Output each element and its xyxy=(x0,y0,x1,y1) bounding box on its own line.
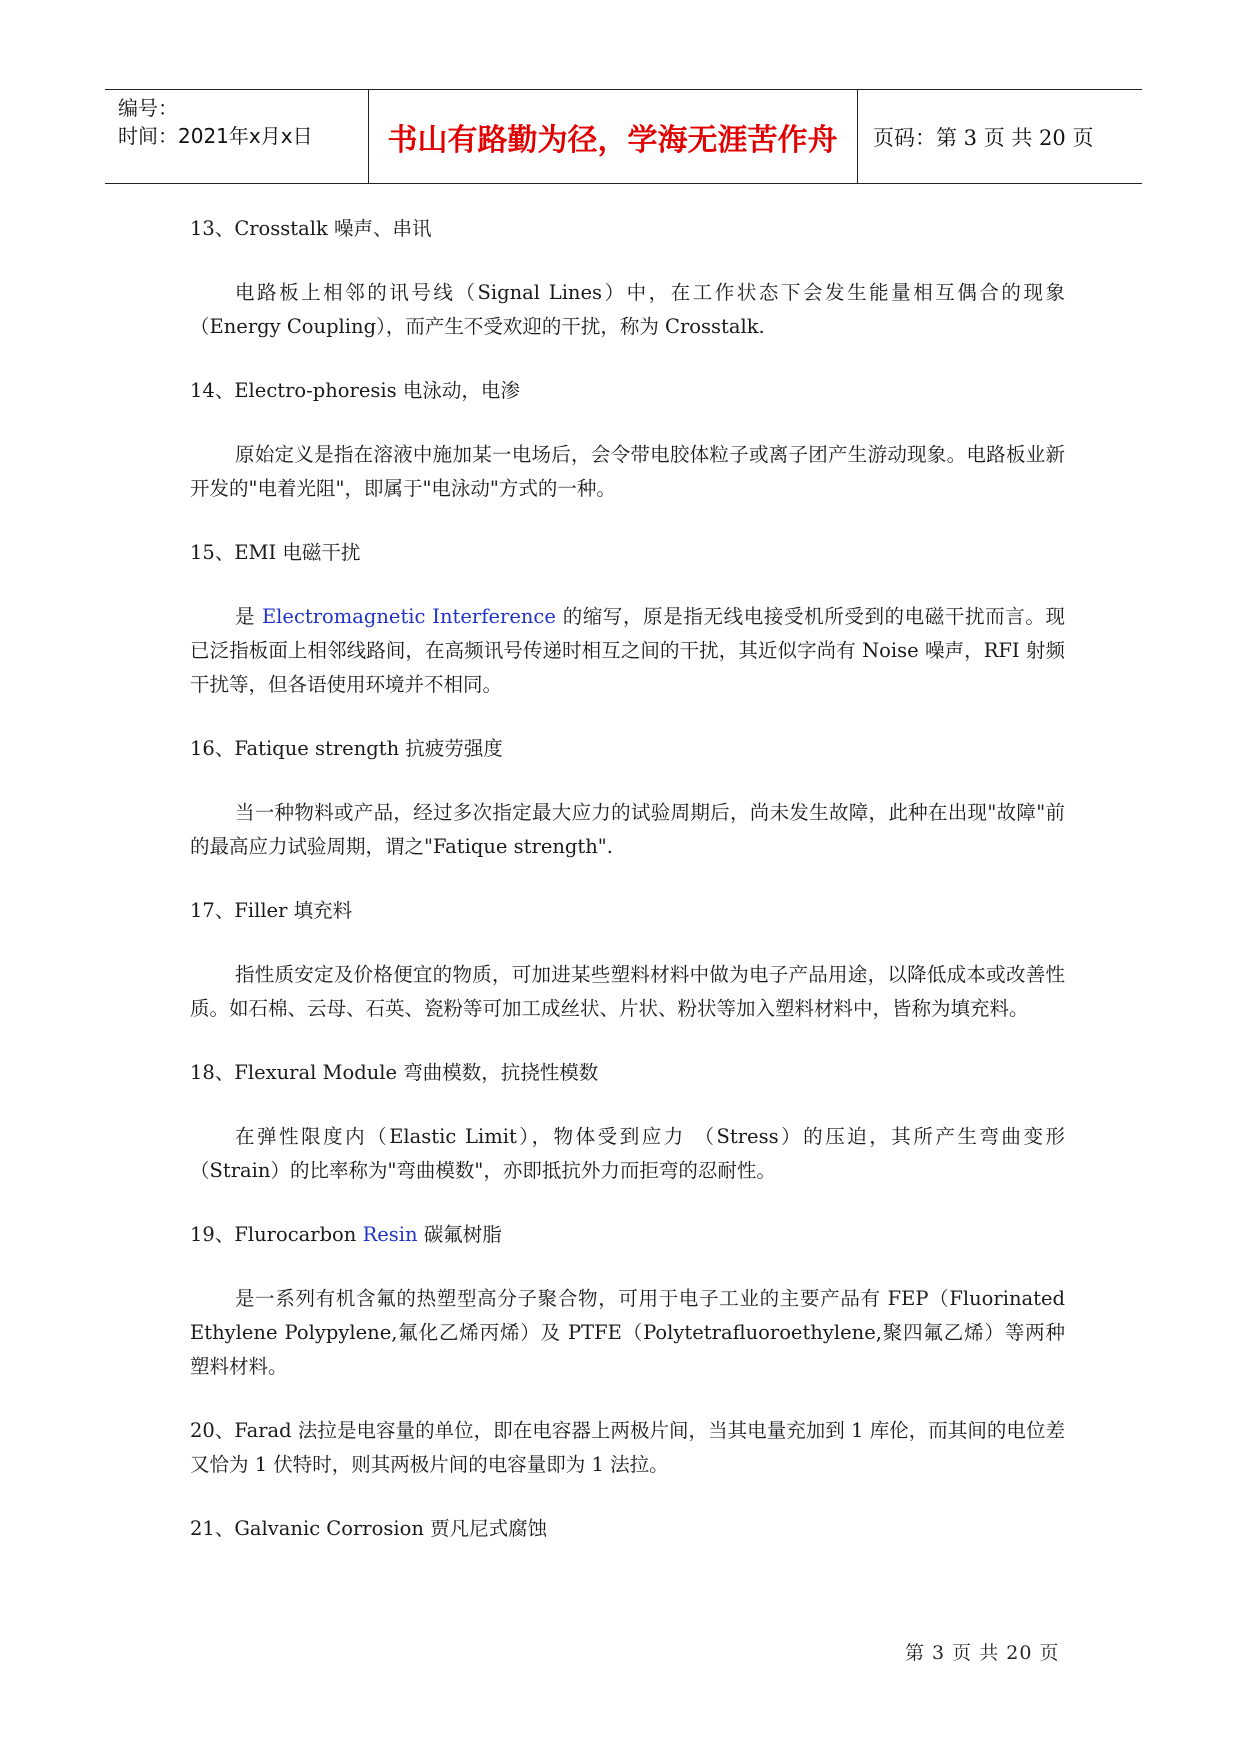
entry-15-body-prefix: 是 xyxy=(235,605,262,628)
entry-15-link[interactable]: Electromagnetic Interference xyxy=(261,605,556,628)
entry-17-body: 指性质安定及价格便宜的物质，可加进某些塑料材料中做为电子产品用途，以降低成本或改善性质。如石棉、云母、石英、瓷粉等可加工成丝状、片状、粉状等加入塑料材料中，皆称为填充料。 xyxy=(190,963,1065,1020)
entry-15-heading: 15、EMI 电磁干扰 xyxy=(190,541,361,564)
header-time-label: 时间：2021年x月x日 xyxy=(118,124,313,148)
document-body xyxy=(190,212,1065,1576)
entry-19-heading-suffix: 碳氟树脂 xyxy=(417,1223,502,1246)
entry-13-heading: 13、Crosstalk 噪声、串讯 xyxy=(190,217,432,240)
entry-18-body: 在弹性限度内（Elastic Limit），物体受到应力 （Stress）的压迫，其所产生弯曲变形（Strain）的比率称为"弯曲模数"，亦即抵抗外力而拒弯的忍耐性。 xyxy=(190,1125,1065,1182)
entry-13-body: 电路板上相邻的讯号线（Signal Lines）中，在工作状态下会发生能量相互偶合的现象（Energy Coupling），而产生不受欢迎的干扰，称为 Crosstalk. xyxy=(190,281,1065,338)
entry-15-body xyxy=(190,600,1065,702)
entry-19-body: 是一系列有机含氟的热塑型高分子聚合物，可用于电子工业的主要产品有 FEP（Fluorinated Ethylene Polypylene,氟化乙烯丙烯）及 PTFE（Polytetrafluoroethylene,聚四氟乙烯）等两种塑料材料。 xyxy=(190,1287,1065,1378)
header-meta xyxy=(118,94,313,150)
document-header xyxy=(105,89,1142,184)
header-divider-1 xyxy=(368,90,369,183)
header-motto: 书山有路勤为径，学海无涯苦作舟 xyxy=(387,122,838,158)
entry-21-heading: 21、Galvanic Corrosion 贾凡尼式腐蚀 xyxy=(190,1517,548,1540)
entry-14-body: 原始定义是指在溶液中施加某一电场后，会令带电胶体粒子或离子团产生游动现象。电路板业新开发的"电着光阻"，即属于"电泳动"方式的一种。 xyxy=(190,443,1065,500)
entry-17-heading: 17、Filler 填充料 xyxy=(190,899,353,922)
header-divider-2 xyxy=(857,90,858,183)
entry-14-heading: 14、Electro-phoresis 电泳动，电渗 xyxy=(190,379,520,402)
entry-19-heading xyxy=(190,1218,1065,1252)
entry-16-heading: 16、Fatique strength 抗疲劳强度 xyxy=(190,737,503,760)
entry-16-body: 当一种物料或产品，经过多次指定最大应力的试验周期后，尚未发生故障，此种在出现"故障"前的最高应力试验周期，谓之"Fatique strength". xyxy=(190,801,1065,858)
entry-20-text: 20、Farad 法拉是电容量的单位，即在电容器上两极片间，当其电量充加到 1 库伦，而其间的电位差又恰为 1 伏特时，则其两极片间的电容量即为 1 法拉。 xyxy=(190,1419,1065,1476)
page-footer: 第 3 页 共 20 页 xyxy=(905,1642,1060,1664)
entry-15-body-suffix: 的缩写，原是指无线电接受机所受到的电磁干扰而言。现已泛指板面上相邻线路间，在高频讯号传递时相互之间的干扰，其近似字尚有 Noise 噪声，RFI 射频干扰等，但各语使用环境并不相同。 xyxy=(190,605,1065,696)
header-number-label: 编号： xyxy=(118,96,178,120)
entry-19-heading-prefix: 19、Flurocarbon xyxy=(190,1223,363,1246)
entry-19-link[interactable]: Resin xyxy=(362,1223,418,1246)
header-page-label: 页码：第 3 页 共 20 页 xyxy=(873,125,1094,150)
entry-18-heading: 18、Flexural Module 弯曲模数，抗挠性模数 xyxy=(190,1061,599,1084)
